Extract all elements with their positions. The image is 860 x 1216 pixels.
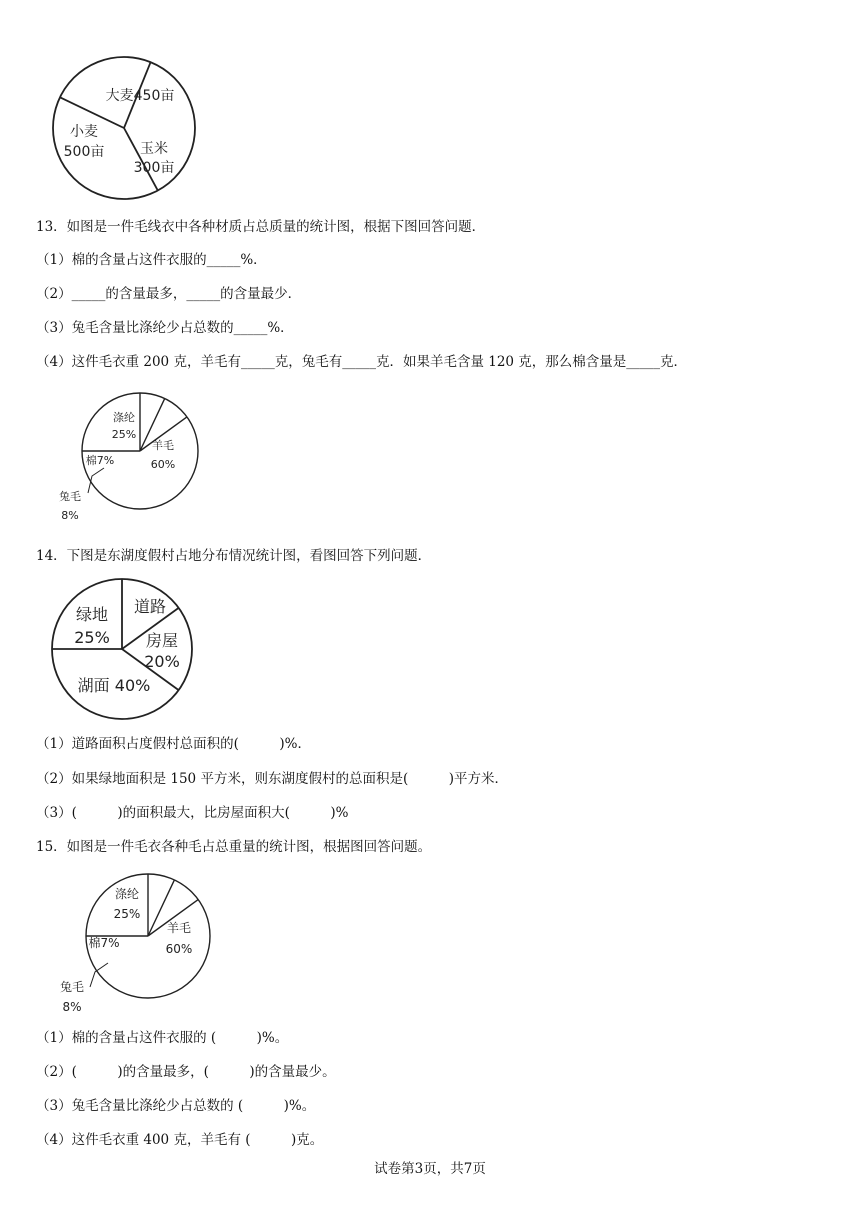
q13-part4: （4）这件毛衣重 200 克，羊毛有_____克，兔毛有_____克．如果羊毛含量 120 克，那么棉含量是_____克．	[36, 354, 688, 370]
q14-part3: （3）( )的面积最大，比房屋面积大( )%	[36, 805, 349, 821]
pie-label-房屋: 20%	[144, 652, 180, 671]
pie-label-湖面: 湖面 40%	[77, 676, 151, 695]
pie-label-绿地: 25%	[74, 628, 110, 647]
pie-label-羊毛: 羊毛	[166, 921, 192, 935]
pie-label-小麦: 小麦	[70, 124, 98, 140]
q14-part1: （1）道路面积占度假村总面积的( )%．	[36, 736, 311, 752]
pie-label-羊毛: 羊毛	[152, 439, 174, 452]
q14-stem: 14．下图是东湖度假村占地分布情况统计图，看图回答下列问题．	[36, 548, 432, 564]
q15-stem: 15．如图是一件毛衣各种毛占总重量的统计图，根据图回答问题。	[36, 839, 432, 855]
pie-label-绿地: 绿地	[75, 605, 109, 624]
q15-part1: （1）棉的含量占这件衣服的 ( )%。	[36, 1030, 289, 1046]
pie-label-大麦: 大麦450亩	[105, 88, 175, 104]
q15-part4: （4）这件毛衣重 400 克，羊毛有 ( )克。	[36, 1132, 324, 1148]
pie-label-涤纶: 25%	[111, 428, 137, 441]
pie-label-涤纶: 涤纶	[113, 411, 135, 424]
pie-label-兔毛: 8%	[61, 509, 79, 522]
pie-label-涤纶: 25%	[113, 907, 141, 921]
q13-stem: 13．如图是一件毛线衣中各种材质占总质量的统计图，根据下图回答问题．	[36, 219, 486, 235]
pie-label-房屋: 房屋	[145, 631, 179, 650]
q13-part1: （1）棉的含量占这件衣服的_____%．	[36, 252, 267, 268]
pie-label-玉米: 玉米	[140, 141, 168, 157]
q13-part3: （3）兔毛含量比涤纶少占总数的_____%．	[36, 320, 294, 336]
pie-label-涤纶: 涤纶	[114, 887, 140, 901]
q14-part2: （2）如果绿地面积是 150 平方米，则东湖度假村的总面积是( )平方米．	[36, 771, 508, 787]
pie-label-玉米: 300亩	[133, 160, 175, 176]
page-footer: 试卷第3页，共7页	[374, 1161, 486, 1177]
pie-label-兔毛: 8%	[62, 1000, 82, 1014]
pie-label-道路: 道路	[133, 597, 167, 616]
pie-label-羊毛: 60%	[165, 942, 193, 956]
q13-part2: （2）_____的含量最多，_____的含量最少．	[36, 286, 302, 302]
pie-label-棉: 棉7%	[88, 936, 120, 950]
q15-part3: （3）兔毛含量比涤纶少占总数的 ( )%。	[36, 1098, 316, 1114]
q15-part2: （2）( )的含量最多，( )的含量最少。	[36, 1064, 336, 1080]
pie-label-小麦: 500亩	[63, 144, 105, 160]
pie-label-兔毛: 兔毛	[59, 980, 85, 994]
pie-label-羊毛: 60%	[150, 458, 176, 471]
pie-label-兔毛: 兔毛	[59, 490, 81, 503]
pie-label-棉: 棉7%	[85, 454, 115, 467]
